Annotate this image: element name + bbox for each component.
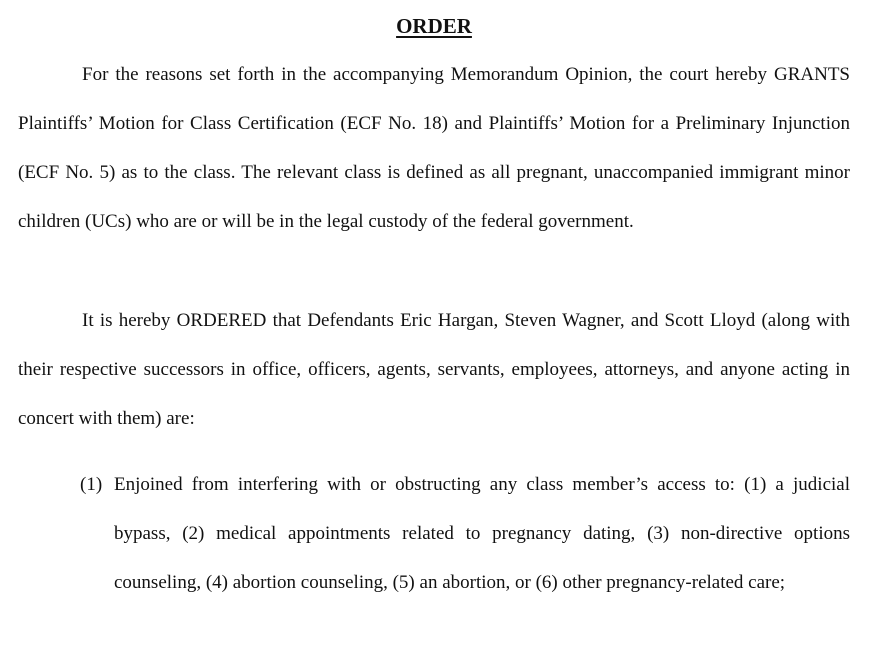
list-item-text: Enjoined from interfering with or obstructing any class member’s access to: (1) a judicial bypass, (2) medical appointments related to pregnancy dating, (3) non-directive options counseling, (4) abortion counseling, (5) an abortion, or (6) other pregnancy-related care; [114, 474, 850, 593]
list-item-number: (1) [80, 474, 103, 495]
paragraph-class-certification: For the reasons set forth in the accompanying Memorandum Opinion, the court hereby GRANTS Plaintiffs’ Motion for Class Certification (ECF No. 18) and Plaintiffs’ Motion for a Preliminary Injunction (ECF No. 5) as to the class. The relevant class is defined as all pregnant, unaccompanied immigrant minor children (UCs) who are or will be in the legal custody of the federal government. [18, 64, 850, 232]
paragraph-ordered: It is hereby ORDERED that Defendants Eric Hargan, Steven Wagner, and Scott Lloyd (along with their respective successors in office, officers, agents, servants, employees, attorneys, and anyone acting in concert with them) are: [18, 310, 850, 429]
list-item [80, 460, 850, 607]
document-title: ORDER [396, 14, 472, 38]
